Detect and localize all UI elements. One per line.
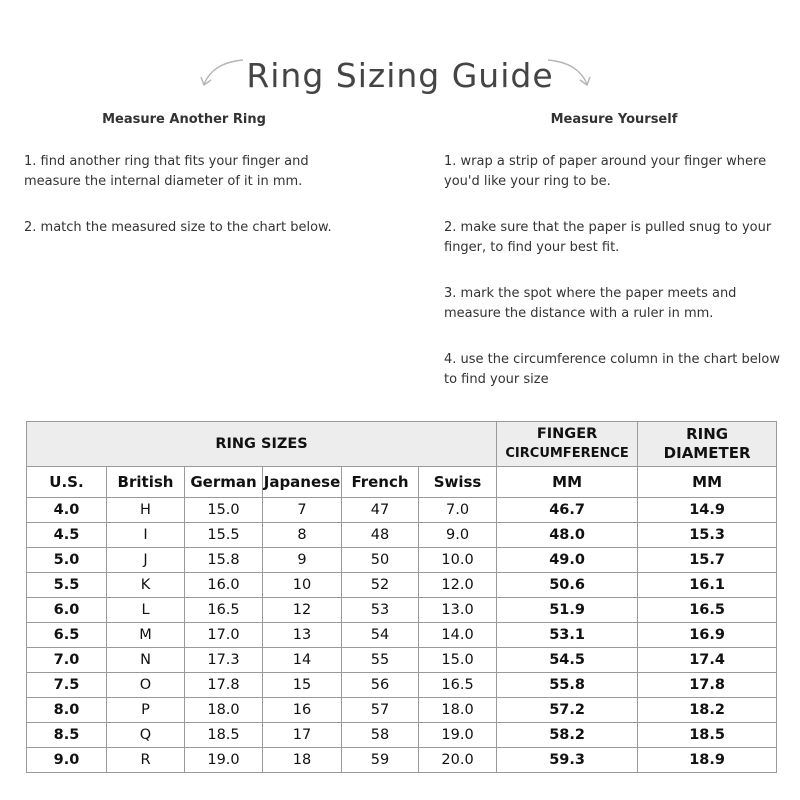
ring-sizes-header: RING SIZES bbox=[27, 422, 497, 467]
cell-diameter-mm: 18.5 bbox=[638, 723, 777, 748]
table-row bbox=[27, 673, 777, 698]
col-header-us: U.S. bbox=[27, 467, 107, 498]
right-step: 1. wrap a strip of paper around your finger where you'd like your ring to be. bbox=[444, 154, 767, 189]
cell-circumference-mm: 48.0 bbox=[497, 523, 638, 548]
cell-us: 8.0 bbox=[27, 698, 107, 723]
cell-german: 16.5 bbox=[185, 598, 263, 623]
cell-swiss: 16.5 bbox=[419, 673, 497, 698]
cell-circumference-mm: 51.9 bbox=[497, 598, 638, 623]
col-header-swiss: Swiss bbox=[419, 467, 497, 498]
table-row bbox=[27, 748, 777, 773]
cell-british: O bbox=[107, 673, 185, 698]
cell-british: J bbox=[107, 548, 185, 573]
finger-circumference-header-line2: CIRCUMFERENCE bbox=[505, 446, 629, 461]
table-row bbox=[27, 573, 777, 598]
cell-british: Q bbox=[107, 723, 185, 748]
cell-swiss: 20.0 bbox=[419, 748, 497, 773]
cell-british: N bbox=[107, 648, 185, 673]
cell-french: 53 bbox=[342, 598, 419, 623]
cell-diameter-mm: 17.4 bbox=[638, 648, 777, 673]
cell-diameter-mm: 16.5 bbox=[638, 598, 777, 623]
cell-us: 7.5 bbox=[27, 673, 107, 698]
right-step: 2. make sure that the paper is pulled snug to your finger, to find your best fit. bbox=[444, 220, 772, 255]
cell-diameter-mm: 15.7 bbox=[638, 548, 777, 573]
cell-japanese: 17 bbox=[263, 723, 342, 748]
cell-circumference-mm: 59.3 bbox=[497, 748, 638, 773]
table-row bbox=[27, 698, 777, 723]
cell-circumference-mm: 58.2 bbox=[497, 723, 638, 748]
cell-diameter-mm: 16.1 bbox=[638, 573, 777, 598]
curved-arrow-left-icon bbox=[201, 60, 243, 85]
finger-circumference-header-line1: FINGER bbox=[536, 426, 598, 442]
table-row bbox=[27, 548, 777, 573]
page-title: Ring Sizing Guide bbox=[246, 56, 554, 96]
cell-british: L bbox=[107, 598, 185, 623]
table-column-header-row bbox=[27, 467, 777, 498]
cell-circumference-mm: 46.7 bbox=[497, 498, 638, 523]
col-header-diameter-mm: MM bbox=[638, 467, 777, 498]
cell-swiss: 7.0 bbox=[419, 498, 497, 523]
cell-us: 5.0 bbox=[27, 548, 107, 573]
cell-circumference-mm: 50.6 bbox=[497, 573, 638, 598]
cell-french: 47 bbox=[342, 498, 419, 523]
cell-circumference-mm: 49.0 bbox=[497, 548, 638, 573]
cell-french: 55 bbox=[342, 648, 419, 673]
cell-diameter-mm: 15.3 bbox=[638, 523, 777, 548]
cell-diameter-mm: 14.9 bbox=[638, 498, 777, 523]
right-step: 3. mark the spot where the paper meets and measure the distance with a ruler in mm. bbox=[444, 286, 737, 321]
cell-us: 9.0 bbox=[27, 748, 107, 773]
col-header-japanese: Japanese bbox=[263, 467, 342, 498]
table-row bbox=[27, 648, 777, 673]
cell-japanese: 16 bbox=[263, 698, 342, 723]
cell-swiss: 15.0 bbox=[419, 648, 497, 673]
cell-swiss: 10.0 bbox=[419, 548, 497, 573]
ring-diameter-header-line1: RING bbox=[686, 425, 729, 443]
cell-us: 4.5 bbox=[27, 523, 107, 548]
cell-circumference-mm: 53.1 bbox=[497, 623, 638, 648]
cell-french: 56 bbox=[342, 673, 419, 698]
cell-swiss: 13.0 bbox=[419, 598, 497, 623]
cell-german: 15.5 bbox=[185, 523, 263, 548]
cell-japanese: 13 bbox=[263, 623, 342, 648]
cell-german: 15.0 bbox=[185, 498, 263, 523]
cell-french: 50 bbox=[342, 548, 419, 573]
cell-swiss: 18.0 bbox=[419, 698, 497, 723]
decorative-arrows bbox=[0, 0, 800, 100]
cell-british: I bbox=[107, 523, 185, 548]
cell-japanese: 8 bbox=[263, 523, 342, 548]
measure-yourself-section bbox=[444, 110, 784, 416]
table-row bbox=[27, 623, 777, 648]
cell-us: 7.0 bbox=[27, 648, 107, 673]
table-body bbox=[27, 498, 777, 773]
cell-japanese: 15 bbox=[263, 673, 342, 698]
cell-french: 57 bbox=[342, 698, 419, 723]
col-header-french: French bbox=[342, 467, 419, 498]
cell-us: 6.0 bbox=[27, 598, 107, 623]
cell-diameter-mm: 17.8 bbox=[638, 673, 777, 698]
cell-british: P bbox=[107, 698, 185, 723]
cell-circumference-mm: 54.5 bbox=[497, 648, 638, 673]
cell-us: 5.5 bbox=[27, 573, 107, 598]
cell-german: 17.0 bbox=[185, 623, 263, 648]
cell-french: 48 bbox=[342, 523, 419, 548]
ring-size-table bbox=[26, 421, 777, 773]
cell-japanese: 12 bbox=[263, 598, 342, 623]
cell-japanese: 9 bbox=[263, 548, 342, 573]
cell-german: 18.5 bbox=[185, 723, 263, 748]
cell-german: 15.8 bbox=[185, 548, 263, 573]
cell-french: 52 bbox=[342, 573, 419, 598]
right-step: 4. use the circumference column in the chart below to find your size bbox=[444, 352, 780, 387]
cell-french: 59 bbox=[342, 748, 419, 773]
measure-another-ring-heading: Measure Another Ring bbox=[102, 112, 266, 127]
table-group-header-row bbox=[27, 422, 777, 467]
cell-japanese: 14 bbox=[263, 648, 342, 673]
cell-german: 17.8 bbox=[185, 673, 263, 698]
cell-us: 6.5 bbox=[27, 623, 107, 648]
left-step: 1. find another ring that fits your finger and measure the internal diameter of it in mm. bbox=[24, 154, 309, 189]
cell-circumference-mm: 55.8 bbox=[497, 673, 638, 698]
ring-diameter-header-line2: DIAMETER bbox=[663, 444, 751, 462]
cell-british: H bbox=[107, 498, 185, 523]
cell-french: 58 bbox=[342, 723, 419, 748]
cell-japanese: 18 bbox=[263, 748, 342, 773]
cell-german: 17.3 bbox=[185, 648, 263, 673]
col-header-circumference-mm: MM bbox=[497, 467, 638, 498]
cell-diameter-mm: 18.2 bbox=[638, 698, 777, 723]
cell-swiss: 19.0 bbox=[419, 723, 497, 748]
cell-us: 4.0 bbox=[27, 498, 107, 523]
cell-swiss: 12.0 bbox=[419, 573, 497, 598]
cell-japanese: 10 bbox=[263, 573, 342, 598]
cell-diameter-mm: 18.9 bbox=[638, 748, 777, 773]
cell-swiss: 14.0 bbox=[419, 623, 497, 648]
table-row bbox=[27, 523, 777, 548]
measure-another-ring-section bbox=[24, 110, 344, 264]
cell-british: R bbox=[107, 748, 185, 773]
table-row bbox=[27, 598, 777, 623]
curved-arrow-right-icon bbox=[548, 60, 590, 85]
cell-german: 19.0 bbox=[185, 748, 263, 773]
cell-circumference-mm: 57.2 bbox=[497, 698, 638, 723]
cell-british: M bbox=[107, 623, 185, 648]
table-row bbox=[27, 723, 777, 748]
cell-japanese: 7 bbox=[263, 498, 342, 523]
cell-german: 18.0 bbox=[185, 698, 263, 723]
col-header-british: British bbox=[107, 467, 185, 498]
cell-french: 54 bbox=[342, 623, 419, 648]
left-step: 2. match the measured size to the chart below. bbox=[24, 220, 332, 235]
table-row bbox=[27, 498, 777, 523]
measure-yourself-heading: Measure Yourself bbox=[550, 112, 678, 127]
col-header-german: German bbox=[185, 467, 263, 498]
finger-circumference-header bbox=[497, 422, 638, 467]
cell-swiss: 9.0 bbox=[419, 523, 497, 548]
ring-diameter-header bbox=[638, 422, 777, 467]
cell-british: K bbox=[107, 573, 185, 598]
cell-german: 16.0 bbox=[185, 573, 263, 598]
cell-diameter-mm: 16.9 bbox=[638, 623, 777, 648]
cell-us: 8.5 bbox=[27, 723, 107, 748]
